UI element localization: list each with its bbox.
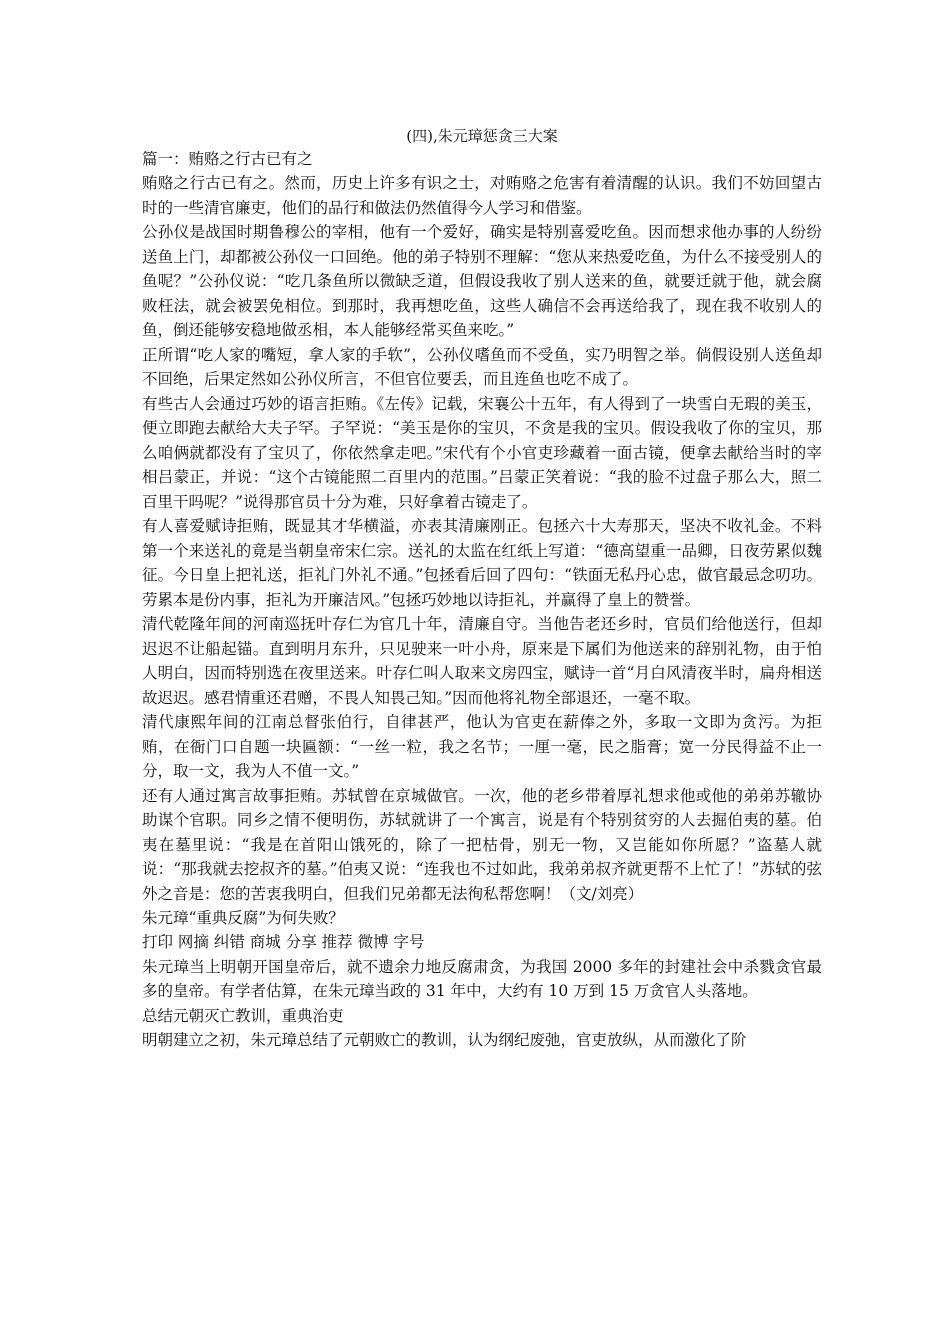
paragraph: 公孙仪是战国时期鲁穆公的宰相，他有一个爱好，确实是特别喜爱吃鱼。因而想求他办事的人纷纷送鱼上门，却都被公孙仪一口回绝。他的弟子特别不理解：“您从来热爱吃鱼，为什么不接受别人的鱼呢？”公孙仪说：“吃几条鱼所以微缺乏道，但假设我收了别人送来的鱼，就要迁就于他，就会腐败枉法，就会被罢免相位。到那时，我再想吃鱼，这些人确信不会再送给我了，现在我不收别人的鱼，倒还能够安稳地做丞相，本人能够经常买鱼来吃。” xyxy=(142,223,822,339)
paragraph: 明朝建立之初，朱元璋总结了元朝败亡的教训，认为纲纪废弛，官吏放纵，从而激化了阶 xyxy=(142,1030,747,1049)
paragraph: 贿赂之行古已有之。然而，历史上许多有识之士，对贿赂之危害有着清醒的认识。我们不妨回望古时的一些清官廉吏，他们的品行和做法仍然值得今人学习和借鉴。 xyxy=(142,174,822,217)
paragraph: 朱元璋当上明朝开国皇帝后，就不遗余力地反腐肃贪，为我国 2000 多年的封建社会中杀戮贪官最多的皇帝。有学者估算，在朱元璋当政的 31 年中，大约有 10 万到 15 万贪官人头落地。 xyxy=(142,957,822,1000)
toolbar-text: 打印 网摘 纠错 商城 分享 推荐 微博 字号 xyxy=(142,933,425,951)
document-page xyxy=(142,125,822,1052)
section-heading: 篇一：贿赂之行古已有之 xyxy=(142,150,313,168)
paragraph: 有些古人会通过巧妙的语言拒贿。《左传》记载，宋襄公十五年，有人得到了一块雪白无瑕的美玉，便立即跑去献给大夫子罕。子罕说：“美玉是你的宝贝，不贪是我的宝贝。假设我收了你的宝贝，那么咱俩就都没有了宝贝了，你依然拿走吧。”宋代有个小官吏珍藏着一面古镜，便拿去献给当时的宰相吕蒙正，并说：“这个古镜能照二百里内的范围。”吕蒙正笑着说：“我的脸不过盘子那么大，照二百里干吗呢？”说得那官员十分为难，只好拿着古镜走了。 xyxy=(142,394,822,511)
article-heading: 朱元璋“重典反腐”为何失败？ xyxy=(142,909,344,927)
section-heading: 总结元朝灭亡教训，重典治吏 xyxy=(142,1006,344,1025)
paragraph: 还有人通过寓言故事拒贿。苏轼曾在京城做官。一次，他的老乡带着厚礼想求他或他的弟弟苏辙协助谋个官职。同乡之情不便明伤，苏轼就讲了一个寓言，说是有个特别贫穷的人去掘伯夷的墓。伯夷在墓里说：“我是在首阳山饿死的，除了一把枯骨，别无一物，又岂能如你所愿？”盗墓人就说：“那我就去挖叔齐的墓。”伯夷又说：“连我也不过如此，我弟弟叔齐就更帮不上忙了！”苏轼的弦外之音是：您的苦衷我明白，但我们兄弟都无法徇私帮您啊！（文/刘亮） xyxy=(142,786,822,903)
paragraph: 清代乾隆年间的河南巡抚叶存仁为官几十年，清廉自守。当他告老还乡时，官员们给他送行，但却迟迟不让船起锚。直到明月东升，只见驶来一叶小舟，原来是下属们为他送来的辞别礼物，由于怕人明白，因而特别选在夜里送来。叶存仁叫人取来文房四宝，赋诗一首“月白风清夜半时，扁舟相送故迟迟。感君情重还君赠，不畏人知畏己知。”因而他将礼物全部退还，一毫不取。 xyxy=(142,615,822,707)
paragraph: 清代康熙年间的江南总督张伯行，自律甚严，他认为官吏在薪俸之外，多取一文即为贪污。为拒贿，在衙门口自题一块匾额：“一丝一粒，我之名节；一厘一毫，民之脂膏；宽一分民得益不止一分，取一文，我为人不值一文。” xyxy=(142,713,822,780)
document-title: (四),朱元璋惩贪三大案 xyxy=(406,127,558,145)
paragraph: 有人喜爱赋诗拒贿，既显其才华横溢，亦表其清廉刚正。包拯六十大寿那天，坚决不收礼金。不料第一个来送礼的竟是当朝皇帝宋仁宗。送礼的太监在红纸上写道：“德高望重一品卿，日夜劳累似魏征。今日皇上把礼送，拒礼门外礼不通。”包拯看后回了四句：“铁面无私丹心忠，做官最忌念叨功。劳累本是份内事，拒礼为开廉洁风。”包拯巧妙地以诗拒礼，并赢得了皇上的赞誉。 xyxy=(142,517,822,609)
paragraph: 正所谓“吃人家的嘴短，拿人家的手软”，公孙仪嗜鱼而不受鱼，实乃明智之举。倘假设别人送鱼却不回绝，后果定然如公孙仪所言，不但官位要丢，而且连鱼也吃不成了。 xyxy=(142,345,822,388)
